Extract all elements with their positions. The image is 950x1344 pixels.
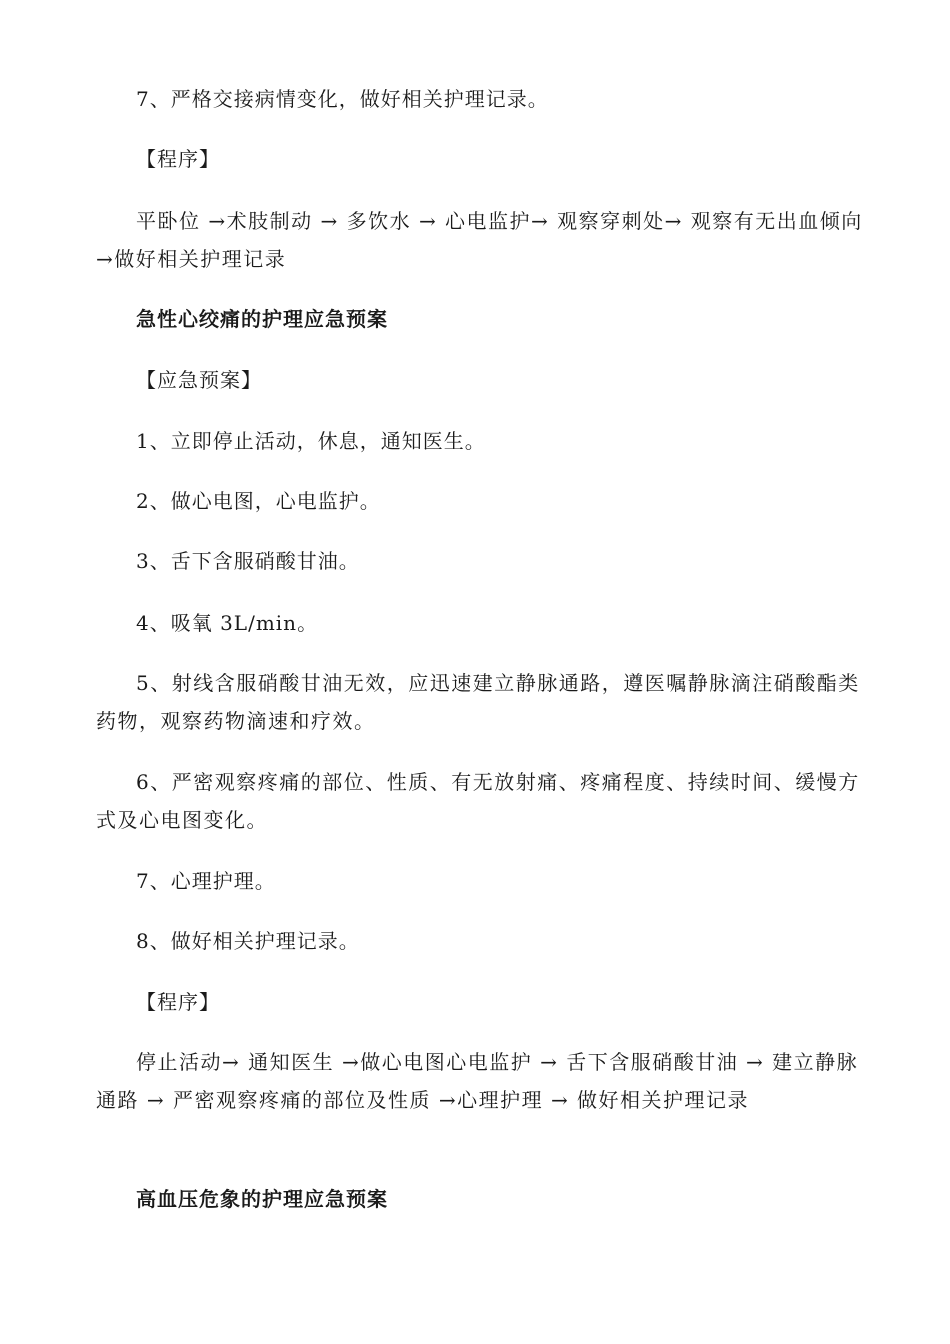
procedure-label-2: 【程序】	[136, 990, 220, 1014]
plan-item-1: 1、立即停止活动，休息，通知医生。	[136, 429, 486, 453]
plan-item-5: 5、射线含服硝酸甘油无效，应迅速建立静脉通路，遵医嘱静脉滴注硝酸酯类药物，观察药物滴速和疗效。	[96, 671, 860, 733]
plan-item-2: 2、做心电图，心电监护。	[136, 489, 381, 513]
procedure-text-2: 停止活动→ 通知医生 →做心电图心电监护 → 舌下含服硝酸甘油 → 建立静脉通路 → 严密观察疼痛的部位及性质 →心理护理 → 做好相关护理记录	[96, 1050, 859, 1112]
procedure-text: 平卧位 →术肢制动 → 多饮水 → 心电监护→ 观察穿刺处→ 观察有无出血倾向 →做好相关护理记录	[96, 209, 863, 271]
plan-item-3: 3、舌下含服硝酸甘油。	[136, 549, 360, 573]
section-title-hypertension: 高血压危象的护理应急预案	[136, 1187, 388, 1211]
plan-item-8: 8、做好相关护理记录。	[136, 929, 360, 953]
procedure-label: 【程序】	[136, 147, 220, 171]
emergency-plan-label: 【应急预案】	[136, 368, 262, 392]
plan-item-7: 7、心理护理。	[136, 869, 276, 893]
plan-item-4: 4、吸氧 3L/min。	[136, 611, 319, 635]
plan-item-6: 6、严密观察疼痛的部位、性质、有无放射痛、疼痛程度、持续时间、缓慢方式及心电图变化。	[96, 770, 860, 832]
item-7-text: 7、严格交接病情变化，做好相关护理记录。	[136, 87, 549, 111]
section-title-angina: 急性心绞痛的护理应急预案	[136, 307, 388, 331]
